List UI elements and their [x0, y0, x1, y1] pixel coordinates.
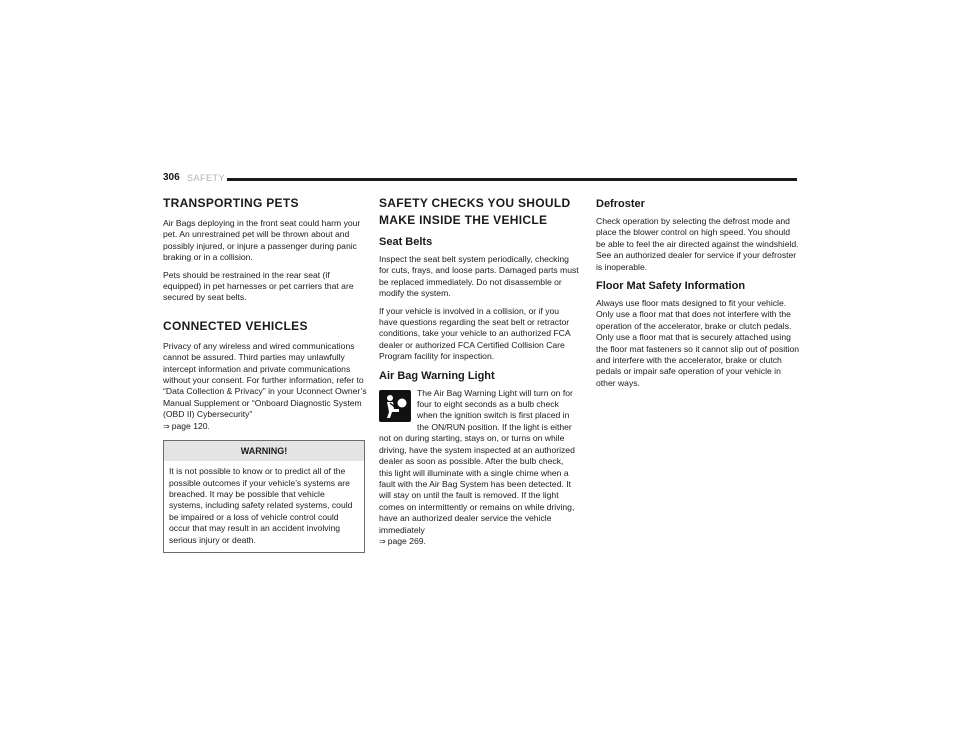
column-middle [379, 195, 579, 553]
floormat-paragraph: Always use floor mats designed to fit your vehicle. Only use a floor mat that does not interfere with the operation of the accelerator, brake or clutch pedals. Only use a floor mat that is securely attached using the floor mat fasteners so it cannot slip out of position and interfere with the accelerator, brake or clutch pedals or impair safe operation of your vehicle in other ways. [596, 298, 800, 388]
page-header [163, 172, 797, 186]
column-left [163, 195, 367, 553]
warning-box [163, 440, 365, 553]
airbag-text: The Air Bag Warning Light will turn on for four to eight seconds as a bulb check when the ignition switch is first placed in the ON/RUN position. If the light is either not on during starting, stays on, or turns on while driving, have the system inspected at an authorized dealer as soon as possible. After the bulb check, this light will illuminate with a single chime when a fault with the Air Bag System has been detected. It will stay on until the fault is removed. If the light comes on intermittently or remains on while driving, have an authorized dealer service the vehicle immediately [379, 387, 575, 535]
defroster-paragraph: Check operation by selecting the defrost mode and place the blower control on high speed. You should be able to feel the air directed against the windshield. See an authorized dealer for service if your defroster is inoperable. [596, 216, 799, 272]
warning-text: It is not possible to know or to predict all of the possible outcomes if your vehicle’s systems are breached. It may be possible that vehicle systems, including safety related systems, could be impaired or a loss of vehicle control could occur that may result in an accident involving serious injury or death. [169, 466, 353, 545]
header-rule [227, 178, 797, 181]
column-right [596, 195, 800, 395]
heading-safety-checks: SAFETY CHECKS YOU SHOULD MAKE INSIDE THE VEHICLE [379, 196, 571, 227]
connected-text: Privacy of any wireless and wired communications cannot be assured. Third parties may unlawfully intercept information and private communications without your consent. For further information, refer to “Data Collection & Privacy” in your Uconnect Owner’s Manual Supplement or “Onboard Diagnostic System (OBD II) Cybersecurity” [163, 340, 367, 420]
pets-paragraph-1: Air Bags deploying in the front seat could harm your pet. An unrestrained pet will be thrown about and possibly injured, or injure a passenger during panic braking or in a collision. [163, 218, 361, 263]
airbag-warning-icon [379, 390, 411, 422]
page-number: 306 [163, 172, 180, 183]
connected-paragraph [163, 341, 367, 432]
heading-air-bag-warning-light: Air Bag Warning Light [379, 369, 495, 382]
section-name: SAFETY [187, 173, 226, 183]
heading-floor-mat-safety: Floor Mat Safety Information [596, 280, 746, 293]
airbag-block [379, 388, 579, 548]
page-ref-link[interactable]: page 120. [171, 420, 210, 431]
heading-seat-belts: Seat Belts [379, 236, 433, 248]
page-ref-link[interactable]: page 269. [387, 535, 426, 546]
seatbelts-paragraph-2: If your vehicle is involved in a collision, or if you have questions regarding the seat belt or retractor conditions, take your vehicle to an authorized FCA dealer or authorized FCA Certified Collision Care Program facility for inspection. [379, 305, 571, 362]
page-ref-arrow-icon: ⇒ [163, 421, 170, 431]
page-ref-arrow-icon: ⇒ [379, 536, 386, 546]
seatbelts-paragraph-1: Inspect the seat belt system periodically, checking for cuts, frays, and loose parts. Damaged parts must be replaced immediately. Do not disassemble or modify the system. [379, 254, 579, 299]
heading-defroster: Defroster [596, 198, 645, 210]
pets-paragraph-2: Pets should be restrained in the rear seat (if equipped) in pet harnesses or pet carriers that are secured by seat belts. [163, 269, 354, 303]
heading-connected-vehicles: CONNECTED VEHICLES [163, 318, 308, 333]
heading-transporting-pets: TRANSPORTING PETS [163, 196, 299, 210]
warning-title: WARNING! [164, 441, 364, 461]
